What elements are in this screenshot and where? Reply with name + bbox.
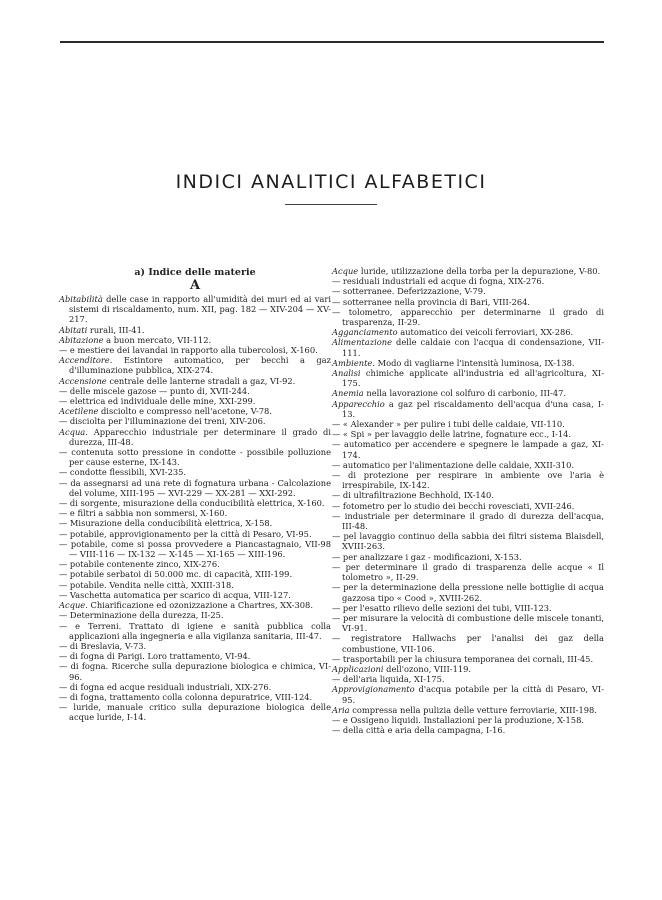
entry-text: a buon mercato, VII-112. (103, 334, 212, 345)
entry-text: — di fogna ed acque residuali industriali, XIX-276. (59, 681, 272, 692)
entry-text: — tolometro, apparecchio per determinarne il grado di trasparenza, II-29. (332, 306, 604, 328)
section-heading: a) Indice delle materie (134, 267, 256, 278)
entry-text: chimiche applicate all'industria ed all'agricoltura, XI-175. (342, 368, 604, 389)
entry-text: — per analizzare i gaz - modificazioni, X-153. (332, 551, 522, 562)
entry-term: Analisi (332, 368, 361, 379)
index-entry (59, 386, 331, 396)
entry-text: delle caldaie con l'acqua di condensazione, VII-111. (342, 337, 604, 358)
index-entry (59, 702, 331, 722)
entry-text: — di protezione per respirare in ambiente ove l'aria è irrespirabile, IX-142. (332, 470, 604, 491)
entry-term: Abitazione (59, 334, 104, 345)
entry-text: — per la determinazione della pressione nelle bottiglie di acqua gazzosa tipo « Cood », XVIII-262. (332, 582, 604, 603)
entry-text: — e mestiere dei lavandai in rapporto alla tubercolosi, X-160. (59, 345, 318, 356)
entry-text: — e Terreni. Trattato di igiene e sanità pubblica colla applicazioni alla ingegneria e alla vigilanza sanitaria, III-47. (59, 620, 331, 641)
right-entry-list (332, 266, 604, 735)
index-entry (59, 406, 331, 416)
entry-text: nella lavorazione col solfuro di carbonio, III-47. (363, 388, 567, 399)
index-entry (59, 569, 331, 579)
entry-text: delle case in rapporto all'umidità dei muri ed ai vari sistemi di riscaldamento, num. XII, pag. 182 — XIV-204 — XV-217. (69, 294, 331, 325)
index-entry (59, 508, 331, 518)
entry-text: — Determinazione della durezza, II-25. (59, 610, 224, 621)
entry-text: automatico dei veicoli ferroviari, XX-286. (397, 327, 574, 338)
index-entry (332, 501, 604, 511)
index-entry (59, 692, 331, 702)
entry-text: — della città e aria della campagna, I-16. (332, 725, 506, 736)
index-entry (59, 661, 331, 681)
entry-text: — e Ossigeno liquidi. Installazioni per la produzione, X-158. (332, 714, 584, 725)
entry-text: Apparecchio industriale per determinare il grado di durezza, III-48. (69, 426, 331, 447)
entry-text: Estintore automatico, per becchi a gaz d'illuminazione pubblica, XIX-274. (69, 355, 331, 376)
index-entry (332, 470, 604, 490)
index-entry (332, 603, 604, 613)
entry-term: Acque (332, 266, 359, 276)
entry-term: Acetilene (59, 406, 99, 417)
index-entry (59, 621, 331, 641)
index-entry (332, 490, 604, 500)
entry-term: Apparecchio (332, 398, 385, 409)
top-rule (60, 41, 604, 43)
index-entry (59, 335, 331, 345)
index-entry (332, 613, 604, 633)
entry-text: — Vaschetta automatica per scarico di acqua, VIII-127. (59, 589, 291, 600)
index-entry (332, 358, 604, 368)
entry-text: — trasportabili per la chiusura temporanea dei cornali, III-45. (332, 653, 594, 664)
entry-text: — per determinare il grado di trasparenza delle acque « Il tolometro », II-29. (332, 561, 604, 583)
entry-text: Chiarificazione ed ozonizzazione a Chartres, XX-308. (87, 600, 313, 611)
index-entry (332, 633, 604, 653)
entry-text: — pel lavaggio continuo della sabbia dei filtri sistema Blaisdell, XVIII-263. (332, 531, 604, 552)
index-entry (59, 539, 331, 559)
entry-text: — potabile, approvigionamento per la città di Pesaro, VI-95. (59, 528, 312, 539)
index-entry (59, 498, 331, 508)
index-entry (332, 419, 604, 429)
index-entry (59, 467, 331, 477)
index-entry (59, 590, 331, 600)
entry-text: — Misurazione della conducibilità elettrica, X-158. (59, 518, 273, 529)
entry-text: centrale delle lanterne stradali a gaz, VI-92. (106, 375, 296, 386)
entry-text: d'acqua potabile per la città di Pesaro, VI-95. (342, 684, 604, 705)
entry-term: Acqua. (59, 426, 88, 437)
index-entry (332, 715, 604, 725)
index-entry (332, 439, 604, 459)
right-column (332, 266, 604, 735)
entry-text: dell'ozono, VIII-119. (383, 663, 472, 674)
entry-term: Abitabilità (59, 294, 103, 304)
entry-text: — condotte flessibili, XVI-235. (59, 467, 187, 478)
entry-term: Anemia (332, 388, 364, 399)
index-entry (332, 368, 604, 388)
entry-text: compressa nella pulizia delle vetture ferroviarie, XIII-198. (349, 704, 597, 715)
index-entry (59, 447, 331, 467)
index-entry (332, 664, 604, 674)
entry-text: — sotterranee nella provincia di Bari, VIII-264. (332, 296, 531, 307)
index-entry (332, 327, 604, 337)
entry-text: — potabile contenente zinco, XIX-276. (59, 559, 220, 570)
index-entry (332, 399, 604, 419)
entry-text: — delle miscele gazose — punto di, XVII-244. (59, 385, 250, 396)
entry-text: — « Alexander » per pulire i tubi delle caldaie, VII-110. (332, 419, 565, 430)
index-entry (332, 725, 604, 735)
index-entry (59, 641, 331, 651)
entry-text: — automatico per accendere e spegnere le lampade a gaz, XI-174. (332, 439, 604, 460)
index-entry (332, 562, 604, 582)
letter-heading: A (189, 278, 201, 293)
left-entry-list (59, 294, 331, 723)
index-entry (59, 610, 331, 620)
entry-text: — di fogna, trattamento colla colonna depuratrice, VIII-124. (59, 691, 313, 702)
index-entry (332, 582, 604, 602)
entry-text: — potabile, come si possa provvedere a Piancastagnaio, VII-98 — VIII-116 — IX-132 — X-145 — XI-165 — XIII-196. (59, 538, 331, 560)
index-entry (332, 511, 604, 531)
index-entry (332, 674, 604, 684)
index-entry (332, 684, 604, 704)
index-entry (332, 297, 604, 307)
entry-text: — per misurare la velocità di combustione delle miscele tonanti, VI-91. (332, 612, 604, 634)
index-entry (59, 518, 331, 528)
entry-term: Alimentazione (332, 337, 392, 348)
entry-text: — di ultrafiltrazione Bechhold, IX-140. (332, 490, 494, 501)
entry-text: disciolto e compresso nell'acetone, V-78. (98, 406, 272, 417)
entry-text: a gaz pel riscaldamento dell'acqua d'una casa, I-13. (342, 398, 604, 419)
entry-term: Ambiente. (332, 357, 375, 368)
entry-text: — residuali industriali ed acque di fogna, XIX-276. (332, 276, 545, 287)
page-title: INDICI ANALITICI ALFABETICI (175, 171, 487, 193)
index-entry (332, 388, 604, 398)
index-entry (332, 429, 604, 439)
entry-term: Accensione (59, 375, 107, 386)
index-entry (59, 427, 331, 447)
entry-text: — « Spi » per lavaggio delle latrine, fognature ecc., I-14. (332, 429, 572, 440)
entry-term: Agganciamento (332, 327, 398, 338)
entry-text: — registratore Hallwachs per l'analisi dei gaz della combustione, VII-106. (332, 633, 604, 654)
index-entry (59, 651, 331, 661)
entry-text: rurali, III-41. (87, 324, 145, 335)
entry-text: — automatico per l'alimentazione delle caldaie, XXII-310. (332, 459, 575, 470)
index-entry (332, 276, 604, 286)
entry-text: — e filtri a sabbia non sommersi, X-160. (59, 508, 228, 519)
entry-text: Modo di vagliarne l'intensità luminosa, IX-138. (374, 357, 575, 368)
index-entry (59, 325, 331, 335)
entry-text: — luride, manuale critico sulla depurazione biologica delle acque luride, I-14. (59, 702, 331, 723)
index-entry (59, 396, 331, 406)
index-entry (59, 559, 331, 569)
index-entry (59, 682, 331, 692)
entry-text: — disciolta per l'illuminazione dei treni, XIV-206. (59, 416, 266, 427)
index-entry (59, 529, 331, 539)
entry-term: Abitati (59, 324, 88, 335)
index-entry (59, 294, 331, 325)
entry-text: — di Breslavia, V-73. (59, 640, 147, 651)
index-entry (332, 266, 604, 276)
entry-text: — da assegnarsi ad una rete di fognatura urbana - Calcolazione del volume, XIII-195 — XVI-229 — XX-281 — XXI-292. (59, 477, 331, 498)
index-entry (332, 460, 604, 470)
entry-text: — di fogna. Ricerche sulla depurazione biologica e chimica, VI-96. (59, 661, 331, 682)
entry-text: — elettrica ed individuale delle mine, XXI-299. (59, 396, 256, 407)
entry-text: — sotterranee. Deferizzazione, V-79. (332, 286, 486, 297)
entry-text: — potabile. Vendita nelle città, XXIII-318. (59, 579, 234, 590)
entry-term: Applicazioni (332, 663, 384, 674)
index-entry (332, 337, 604, 357)
index-entry (332, 654, 604, 664)
left-column (59, 266, 331, 723)
index-entry (59, 416, 331, 426)
index-entry (332, 531, 604, 551)
entry-text: — dell'aria liquida, XI-175. (332, 674, 445, 685)
index-entry (332, 552, 604, 562)
entry-text: — per l'esatto rilievo delle sezioni dei tubi, VIII-123. (332, 602, 552, 613)
index-entry (59, 376, 331, 386)
entry-term: Approvigionamento (332, 684, 415, 695)
entry-text: — di fogna di Parigi. Loro trattamento, VI-94. (59, 651, 251, 662)
entry-text: — fotometro per lo studio dei becchi rovesciati, XVII-246. (332, 500, 575, 511)
entry-term: Acque. (59, 600, 88, 611)
index-entry (332, 705, 604, 715)
entry-term: Aria (332, 704, 350, 715)
index-entry (332, 307, 604, 327)
entry-text: — industriale per determinare il grado di durezza dell'acqua, III-48. (332, 510, 604, 532)
entry-term: Accenditore. (59, 355, 113, 366)
entry-text: luride, utilizzazione della torba per la depurazione, V-80. (358, 266, 601, 276)
index-entry (59, 478, 331, 498)
index-entry (59, 580, 331, 590)
entry-text: — contenuta sotto pressione in condotte - possibile polluzione per cause esterne, IX-143. (59, 447, 331, 468)
index-entry (59, 345, 331, 355)
entry-text: — potabile serbatoi di 50.000 mc. di capacità, XIII-199. (59, 569, 293, 580)
title-underline (285, 204, 377, 205)
index-entry (59, 355, 331, 375)
index-entry (59, 600, 331, 610)
entry-text: — di sorgente, misurazione della conducibilità elettrica, X-160. (59, 498, 325, 509)
index-entry (332, 286, 604, 296)
